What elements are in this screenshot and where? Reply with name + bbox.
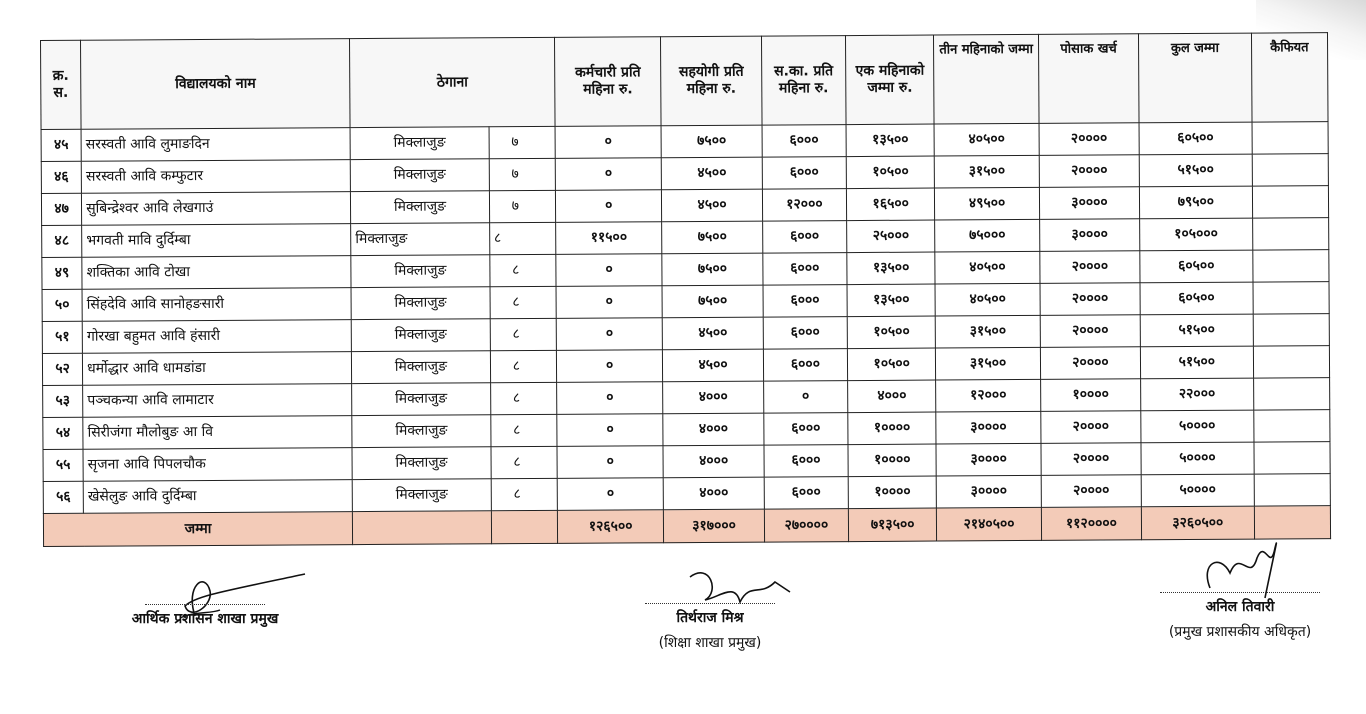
row-school-name: गोरखा बहुमत आवि हंसारी — [82, 320, 351, 354]
row-address: मिक्लाजुङ — [351, 319, 490, 352]
row-ward: ७ — [489, 126, 555, 158]
row-staff-monthly: ० — [557, 414, 664, 447]
row-remarks — [1253, 346, 1330, 378]
row-ward: ८ — [490, 382, 556, 414]
row-remarks — [1253, 410, 1330, 442]
row-sn: ५० — [42, 289, 82, 321]
row-one-month-total: १३५०० — [846, 124, 935, 157]
row-sa-ka-monthly: ६००० — [762, 125, 847, 158]
row-staff-monthly: ० — [555, 158, 662, 191]
row-remarks — [1252, 122, 1329, 154]
row-one-month-total: १०००० — [848, 412, 937, 445]
signature-title-left: आर्थिक प्रशासन शाखा प्रमुख — [131, 611, 279, 627]
row-uniform-cost: २०००० — [1040, 347, 1141, 380]
row-remarks — [1253, 314, 1330, 346]
row-assistant-monthly: ७५०० — [661, 125, 762, 158]
signature-line — [145, 604, 265, 605]
header-address: ठेगाना — [350, 37, 555, 127]
row-remarks — [1253, 282, 1330, 314]
signature-line — [1160, 592, 1320, 593]
row-uniform-cost: २०००० — [1040, 251, 1141, 284]
row-sn: ५२ — [42, 353, 82, 385]
row-sa-ka-monthly: ६००० — [763, 253, 848, 286]
row-sn: ५३ — [43, 385, 83, 417]
row-address: मिक्लाजुङ — [351, 223, 490, 256]
row-address: मिक्लाजुङ — [351, 191, 490, 224]
row-school-name: सिंहदेवि आवि सानोहङसारी — [82, 288, 351, 322]
row-remarks — [1252, 250, 1329, 282]
row-staff-monthly: ० — [556, 318, 663, 351]
signature-block-right — [1140, 592, 1340, 641]
row-uniform-cost: २०००० — [1041, 443, 1142, 476]
row-assistant-monthly: ७५०० — [662, 221, 763, 254]
row-assistant-monthly: ४५०० — [662, 157, 763, 190]
row-school-name: सुबिन्द्रेश्वर आवि लेखगाउं — [82, 192, 351, 226]
row-three-month-total: ४०५०० — [935, 283, 1040, 316]
row-assistant-monthly: ७५०० — [662, 285, 763, 318]
row-one-month-total: १०५०० — [846, 156, 935, 189]
row-ward: ८ — [490, 350, 556, 382]
row-school-name: सृजना आवि पिपलचौक — [83, 448, 352, 482]
header-sn: क्र. स. — [41, 40, 82, 129]
row-three-month-total: ३०००० — [936, 443, 1041, 476]
totals-grand-total: ३२६०५०० — [1142, 506, 1255, 540]
row-remarks — [1252, 186, 1329, 218]
row-address: मिक्लाजुङ — [352, 415, 491, 448]
row-ward: ८ — [491, 446, 557, 478]
row-sn: ४७ — [41, 193, 81, 225]
row-staff-monthly: ० — [557, 478, 664, 511]
row-address: मिक्लाजुङ — [351, 255, 490, 288]
row-ward: ७ — [489, 190, 555, 222]
row-sa-ka-monthly: ६००० — [763, 285, 848, 318]
row-ward: ७ — [489, 158, 555, 190]
row-three-month-total: ३१५०० — [936, 347, 1041, 380]
row-staff-monthly: ० — [557, 446, 664, 479]
row-three-month-total: ४०५०० — [934, 123, 1039, 156]
row-address: मिक्लाजुङ — [352, 447, 491, 480]
signature-title-right: (प्रमुख प्रशासकीय अधिकृत) — [1168, 624, 1312, 640]
row-sn: ५६ — [43, 481, 83, 513]
totals-blank-cell — [491, 510, 557, 543]
header-sa-ka-monthly: स.का. प्रति महिना रु. — [761, 36, 846, 126]
row-grand-total: ६०५०० — [1140, 282, 1253, 315]
row-uniform-cost: १०००० — [1040, 379, 1141, 412]
row-sa-ka-monthly: ० — [763, 381, 848, 414]
row-sn: ५४ — [43, 417, 83, 449]
signature-title-middle: (शिक्षा शाखा प्रमुख) — [658, 635, 762, 651]
totals-sa-ka: २७०००० — [764, 509, 849, 543]
row-assistant-monthly: ४००० — [663, 413, 764, 446]
signature-name-right: अनिल तिवारी — [1205, 599, 1275, 615]
row-school-name: धर्मोद्धार आवि धामडांडा — [83, 352, 352, 386]
row-address: मिक्लाजुङ — [352, 383, 491, 416]
header-staff-monthly: कर्मचारी प्रति महिना रु. — [554, 37, 661, 127]
header-uniform-cost: पोसाक खर्च — [1038, 34, 1139, 124]
row-school-name: भगवती मावि दुर्दिम्बा — [82, 224, 351, 258]
row-staff-monthly: ११५०० — [556, 222, 663, 255]
row-sn: ४८ — [42, 225, 82, 257]
row-assistant-monthly: ४५०० — [663, 317, 764, 350]
row-three-month-total: ४०५०० — [935, 251, 1040, 284]
row-grand-total: ६०५०० — [1139, 122, 1252, 155]
header-assistant-monthly: सहयोगी प्रति महिना रु. — [661, 36, 762, 126]
row-grand-total: २२००० — [1141, 378, 1254, 411]
row-three-month-total: ३१५०० — [935, 155, 1040, 188]
row-grand-total: ५१५०० — [1141, 346, 1254, 379]
totals-blank-cell — [353, 511, 492, 545]
row-grand-total: ५१५०० — [1140, 314, 1253, 347]
row-school-name: पञ्चकन्या आवि लामाटार — [83, 384, 352, 418]
row-sa-ka-monthly: ६००० — [762, 221, 847, 254]
row-remarks — [1252, 218, 1329, 250]
row-assistant-monthly: ४००० — [663, 445, 764, 478]
row-grand-total: १०५००० — [1140, 218, 1253, 251]
row-assistant-monthly: ४००० — [663, 381, 764, 414]
row-remarks — [1252, 154, 1329, 186]
row-uniform-cost: २०००० — [1041, 411, 1142, 444]
row-three-month-total: ३०००० — [937, 475, 1042, 508]
header-one-month-total: एक महिनाको जम्मा रु. — [846, 35, 935, 125]
totals-staff: १२६५०० — [557, 510, 664, 544]
row-uniform-cost: २०००० — [1041, 475, 1142, 508]
signature-block-middle — [620, 603, 800, 652]
signature-line — [645, 603, 775, 604]
header-school-name: विद्यालयको नाम — [81, 39, 351, 130]
row-school-name: शक्तिका आवि टोखा — [82, 256, 351, 290]
row-one-month-total: २५००० — [847, 220, 936, 253]
row-remarks — [1254, 474, 1331, 506]
row-grand-total: ५०००० — [1141, 442, 1254, 475]
row-school-name: सरस्वती आवि लुमाङदिन — [81, 128, 350, 162]
row-grand-total: ५१५०० — [1139, 154, 1252, 187]
row-sa-ka-monthly: ६००० — [764, 413, 849, 446]
row-uniform-cost: २०००० — [1040, 315, 1141, 348]
row-one-month-total: १३५०० — [847, 252, 936, 285]
row-uniform-cost: २०००० — [1039, 123, 1140, 156]
row-sn: ५५ — [43, 449, 83, 481]
row-ward: ८ — [490, 286, 556, 318]
row-one-month-total: १३५०० — [847, 284, 936, 317]
row-ward: ८ — [489, 222, 555, 254]
row-uniform-cost: २०००० — [1039, 155, 1140, 188]
row-sn: ४६ — [41, 161, 81, 193]
row-ward: ८ — [491, 414, 557, 446]
row-three-month-total: ३१५०० — [936, 315, 1041, 348]
row-sa-ka-monthly: ६००० — [764, 477, 849, 510]
row-grand-total: ७९५०० — [1140, 186, 1253, 219]
row-ward: ८ — [490, 318, 556, 350]
totals-label: जम्मा — [43, 512, 352, 547]
row-sn: ४५ — [41, 129, 81, 161]
row-remarks — [1253, 378, 1330, 410]
row-three-month-total: ७५००० — [935, 219, 1040, 252]
row-address: मिक्लाजुङ — [351, 287, 490, 320]
row-address: मिक्लाजुङ — [352, 351, 491, 384]
signature-name-middle: तिर्थराज मिश्र — [676, 610, 744, 626]
row-one-month-total: १०००० — [848, 444, 937, 477]
row-address: मिक्लाजुङ — [350, 127, 489, 160]
row-school-name: सिरीजंगा मौलोबुङ आ वि — [83, 416, 352, 450]
row-staff-monthly: ० — [557, 382, 664, 415]
school-fund-table — [40, 32, 1331, 547]
row-one-month-total: १०५०० — [847, 316, 936, 349]
totals-uniform: ११२०००० — [1041, 507, 1142, 541]
table-header-row — [41, 33, 1329, 130]
row-sn: ४९ — [42, 257, 82, 289]
row-staff-monthly: ० — [556, 350, 663, 383]
row-school-name: खेसेलुङ आवि दुर्दिम्बा — [83, 480, 352, 514]
row-assistant-monthly: ४००० — [664, 477, 765, 510]
row-ward: ८ — [491, 478, 557, 510]
row-one-month-total: १०५०० — [847, 348, 936, 381]
row-staff-monthly: ० — [555, 190, 662, 223]
row-one-month-total: १०००० — [848, 476, 937, 509]
row-address: मिक्लाजुङ — [352, 479, 491, 512]
row-three-month-total: १२००० — [936, 379, 1041, 412]
row-one-month-total: ४००० — [848, 380, 937, 413]
row-ward: ८ — [490, 254, 556, 286]
header-remarks: कैफियत — [1251, 33, 1328, 122]
row-school-name: सरस्वती आवि कम्फुटार — [81, 160, 350, 194]
row-address: मिक्लाजुङ — [350, 159, 489, 192]
totals-assistant: ३१७००० — [664, 509, 765, 543]
row-staff-monthly: ० — [556, 286, 663, 319]
row-sa-ka-monthly: ६००० — [763, 349, 848, 382]
row-uniform-cost: ३०००० — [1039, 219, 1140, 252]
row-assistant-monthly: ४५०० — [663, 349, 764, 382]
row-uniform-cost: ३०००० — [1039, 187, 1140, 220]
row-sa-ka-monthly: ६००० — [763, 317, 848, 350]
row-sa-ka-monthly: ६००० — [762, 157, 847, 190]
row-sa-ka-monthly: ६००० — [764, 445, 849, 478]
header-grand-total: कुल जम्मा — [1139, 33, 1252, 123]
row-grand-total: ५०००० — [1141, 410, 1254, 443]
row-staff-monthly: ० — [555, 126, 662, 159]
row-staff-monthly: ० — [556, 254, 663, 287]
row-assistant-monthly: ७५०० — [662, 253, 763, 286]
totals-row — [43, 506, 1330, 547]
row-grand-total: ६०५०० — [1140, 250, 1253, 283]
header-three-month-total: तीन महिनाको जम्मा — [934, 34, 1039, 124]
row-uniform-cost: २०००० — [1040, 283, 1141, 316]
row-grand-total: ५०००० — [1141, 474, 1254, 507]
row-assistant-monthly: ४५०० — [662, 189, 763, 222]
signature-block-left — [100, 604, 310, 628]
row-one-month-total: १६५०० — [846, 188, 935, 221]
row-three-month-total: ४९५०० — [935, 187, 1040, 220]
totals-one-month: ७१३५०० — [848, 508, 937, 542]
row-remarks — [1254, 442, 1331, 474]
totals-three-month: २१४०५०० — [937, 507, 1042, 541]
row-sn: ५१ — [42, 321, 82, 353]
row-three-month-total: ३०००० — [936, 411, 1041, 444]
row-sa-ka-monthly: १२००० — [762, 189, 847, 222]
